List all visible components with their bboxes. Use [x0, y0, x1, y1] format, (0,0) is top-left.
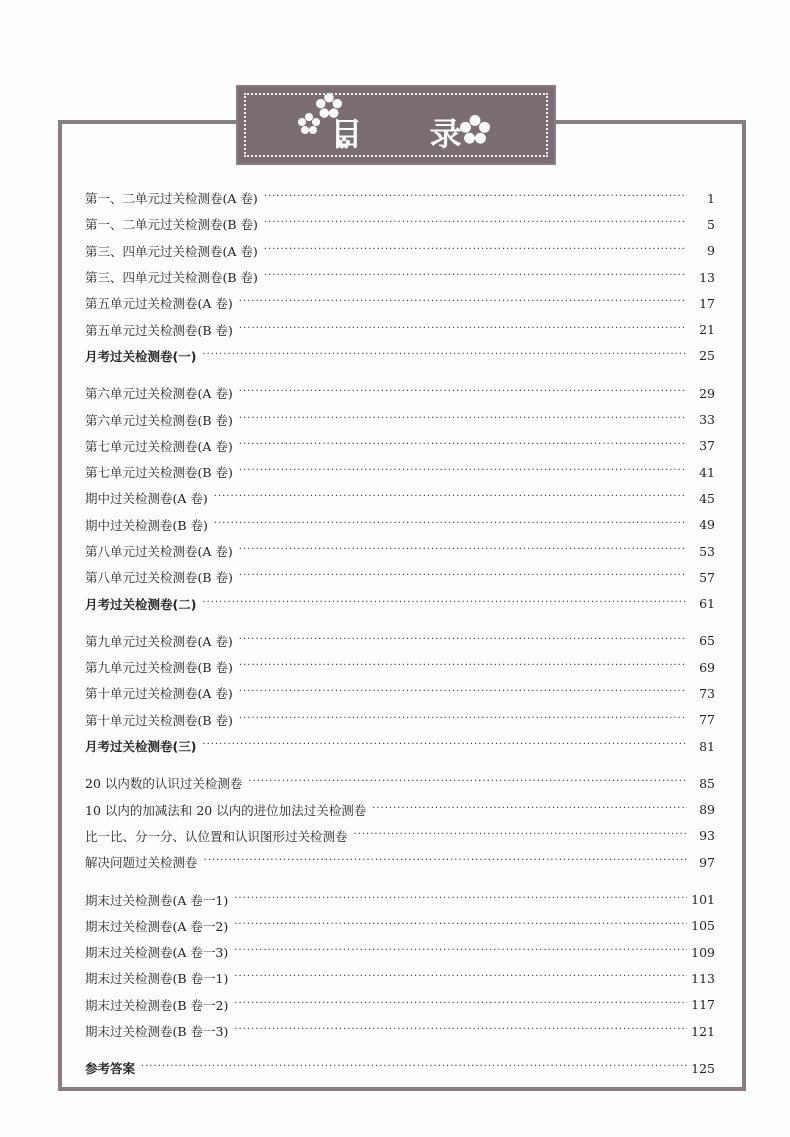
- toc-entry-page-number: 77: [699, 712, 715, 728]
- toc-entry-page-number: 49: [699, 517, 715, 533]
- toc-entry-title: 第七单元过关检测卷(A 卷): [85, 438, 233, 454]
- toc-entry[interactable]: [85, 564, 715, 590]
- page-title: 目 录: [330, 115, 490, 153]
- toc-entry[interactable]: [85, 770, 715, 796]
- dot-leader: [239, 544, 687, 558]
- dot-leader: [248, 776, 687, 790]
- toc-entry-title: 期末过关检测卷(B 卷一2): [85, 997, 229, 1013]
- dot-leader: [239, 634, 687, 648]
- toc-entry[interactable]: [85, 913, 715, 939]
- dot-leader: [214, 518, 687, 532]
- dot-leader: [239, 386, 687, 400]
- toc-entry-page-number: 33: [699, 412, 715, 428]
- toc-entry[interactable]: [85, 590, 715, 616]
- toc-entry-title: 期末过关检测卷(A 卷一3): [85, 945, 229, 961]
- toc-entry-page-number: 73: [699, 685, 715, 701]
- dot-leader: [234, 998, 687, 1012]
- toc-entry-title: 第一、二单元过关检测卷(B 卷): [85, 217, 258, 233]
- toc-entry[interactable]: [85, 965, 715, 991]
- toc-entry-title: 第六单元过关检测卷(A 卷): [85, 386, 233, 402]
- toc-entry-title: 解决问题过关检测卷: [85, 855, 198, 871]
- toc-entry-title: 月考过关检测卷(三): [85, 739, 197, 755]
- toc-entry[interactable]: [85, 380, 715, 406]
- toc-entry[interactable]: [85, 886, 715, 912]
- toc-entry-page-number: 105: [691, 918, 715, 934]
- toc-entry-page-number: 65: [699, 633, 715, 649]
- toc-entry-page-number: 121: [691, 1023, 715, 1039]
- toc-entry-page-number: 69: [699, 659, 715, 675]
- toc-entry[interactable]: [85, 211, 715, 237]
- toc-entry[interactable]: [85, 939, 715, 965]
- toc-entry-page-number: 125: [691, 1060, 715, 1076]
- toc-entry-page-number: 41: [699, 464, 715, 480]
- dot-leader: [239, 323, 687, 337]
- toc-entry[interactable]: [85, 1055, 715, 1081]
- toc-entry-page-number: 101: [691, 892, 715, 908]
- toc-entry-page-number: 57: [699, 569, 715, 585]
- toc-entry-title: 第九单元过关检测卷(B 卷): [85, 660, 233, 676]
- toc-entry[interactable]: [85, 992, 715, 1018]
- toc-entry[interactable]: [85, 733, 715, 759]
- toc-entry-page-number: 21: [699, 322, 715, 338]
- toc-entry-title: 第十单元过关检测卷(B 卷): [85, 712, 233, 728]
- dot-leader: [239, 296, 687, 310]
- toc-entry-page-number: 61: [699, 596, 715, 612]
- toc-entry-page-number: 17: [699, 295, 715, 311]
- dot-leader: [202, 739, 687, 753]
- toc-entry-page-number: 117: [691, 997, 715, 1013]
- dot-leader: [239, 686, 687, 700]
- toc-entry-title: 期末过关检测卷(A 卷一2): [85, 918, 229, 934]
- toc-entry-title: 10 以内的加减法和 20 以内的进位加法过关检测卷: [85, 802, 367, 818]
- toc-entry[interactable]: [85, 538, 715, 564]
- toc-entry[interactable]: [85, 316, 715, 342]
- dot-leader: [202, 349, 687, 363]
- toc-entry-title: 第一、二单元过关检测卷(A 卷): [85, 191, 258, 207]
- toc-entry[interactable]: [85, 264, 715, 290]
- toc-entry-page-number: 13: [699, 269, 715, 285]
- toc-entry-title: 第八单元过关检测卷(B 卷): [85, 570, 233, 586]
- toc-entry[interactable]: [85, 343, 715, 369]
- toc-entry-title: 期末过关检测卷(B 卷一1): [85, 971, 229, 987]
- dot-leader: [239, 713, 687, 727]
- table-of-contents: [85, 185, 715, 1082]
- toc-entry-title: 期中过关检测卷(B 卷): [85, 517, 208, 533]
- toc-entry-title: 月考过关检测卷(一): [85, 348, 197, 364]
- dot-leader: [234, 945, 687, 959]
- dot-leader: [234, 1024, 687, 1038]
- toc-entry-title: 第七单元过关检测卷(B 卷): [85, 465, 233, 481]
- toc-entry[interactable]: [85, 628, 715, 654]
- toc-entry-title: 第五单元过关检测卷(A 卷): [85, 296, 233, 312]
- dot-leader: [239, 465, 687, 479]
- dot-leader: [239, 660, 687, 674]
- dot-leader: [239, 439, 687, 453]
- title-banner: [236, 85, 556, 165]
- dot-leader: [239, 570, 687, 584]
- dot-leader: [264, 191, 687, 205]
- toc-entry[interactable]: [85, 238, 715, 264]
- toc-entry-title: 第三、四单元过关检测卷(A 卷): [85, 243, 258, 259]
- toc-entry-title: 参考答案: [85, 1061, 136, 1077]
- toc-entry-page-number: 85: [699, 775, 715, 791]
- toc-entry[interactable]: [85, 485, 715, 511]
- toc-entry[interactable]: [85, 797, 715, 823]
- toc-entry[interactable]: [85, 290, 715, 316]
- dot-leader: [264, 270, 687, 284]
- dot-leader: [141, 1061, 687, 1075]
- toc-entry-title: 期末过关检测卷(A 卷一1): [85, 892, 229, 908]
- dot-leader: [239, 413, 687, 427]
- toc-entry-page-number: 1: [707, 190, 715, 206]
- dot-leader: [204, 855, 687, 869]
- toc-entry-title: 期中过关检测卷(A 卷): [85, 491, 208, 507]
- toc-entry-page-number: 109: [691, 944, 715, 960]
- toc-entry-title: 比一比、分一分、认位置和认识图形过关检测卷: [85, 828, 348, 844]
- dot-leader: [234, 893, 687, 907]
- dot-leader: [202, 597, 687, 611]
- dot-leader: [264, 244, 687, 258]
- toc-entry-page-number: 97: [699, 854, 715, 870]
- toc-entry[interactable]: [85, 185, 715, 211]
- toc-entry[interactable]: [85, 849, 715, 875]
- toc-entry-page-number: 45: [699, 490, 715, 506]
- toc-entry-page-number: 113: [691, 970, 715, 986]
- toc-entry-page-number: 53: [699, 543, 715, 559]
- dot-leader: [372, 803, 687, 817]
- toc-entry-page-number: 93: [699, 828, 715, 844]
- dot-leader: [234, 971, 687, 985]
- toc-entry-title: 月考过关检测卷(二): [85, 596, 197, 612]
- toc-entry-title: 第六单元过关检测卷(B 卷): [85, 412, 233, 428]
- toc-entry-page-number: 9: [707, 243, 715, 259]
- toc-entry[interactable]: [85, 406, 715, 432]
- toc-entry-title: 第九单元过关检测卷(A 卷): [85, 633, 233, 649]
- toc-entry-page-number: 5: [707, 216, 715, 232]
- toc-entry[interactable]: [85, 459, 715, 485]
- toc-entry-title: 期末过关检测卷(B 卷一3): [85, 1024, 229, 1040]
- dot-leader: [264, 217, 687, 231]
- toc-entry[interactable]: [85, 680, 715, 706]
- toc-entry-title: 第三、四单元过关检测卷(B 卷): [85, 270, 258, 286]
- dot-leader: [354, 829, 687, 843]
- toc-entry-page-number: 81: [699, 738, 715, 754]
- toc-entry-page-number: 89: [699, 802, 715, 818]
- toc-entry[interactable]: [85, 707, 715, 733]
- toc-entry[interactable]: [85, 512, 715, 538]
- dot-leader: [214, 491, 687, 505]
- toc-entry[interactable]: [85, 823, 715, 849]
- toc-entry[interactable]: [85, 1018, 715, 1044]
- toc-entry-page-number: 29: [699, 385, 715, 401]
- toc-entry-title: 20 以内数的认识过关检测卷: [85, 776, 243, 792]
- toc-entry[interactable]: [85, 433, 715, 459]
- toc-entry-title: 第八单元过关检测卷(A 卷): [85, 544, 233, 559]
- toc-entry-page-number: 37: [699, 438, 715, 454]
- dot-leader: [234, 919, 687, 933]
- toc-entry-page-number: 25: [699, 348, 715, 364]
- toc-entry-title: 第五单元过关检测卷(B 卷): [85, 322, 233, 338]
- toc-entry[interactable]: [85, 654, 715, 680]
- toc-entry-title: 第十单元过关检测卷(A 卷): [85, 686, 233, 702]
